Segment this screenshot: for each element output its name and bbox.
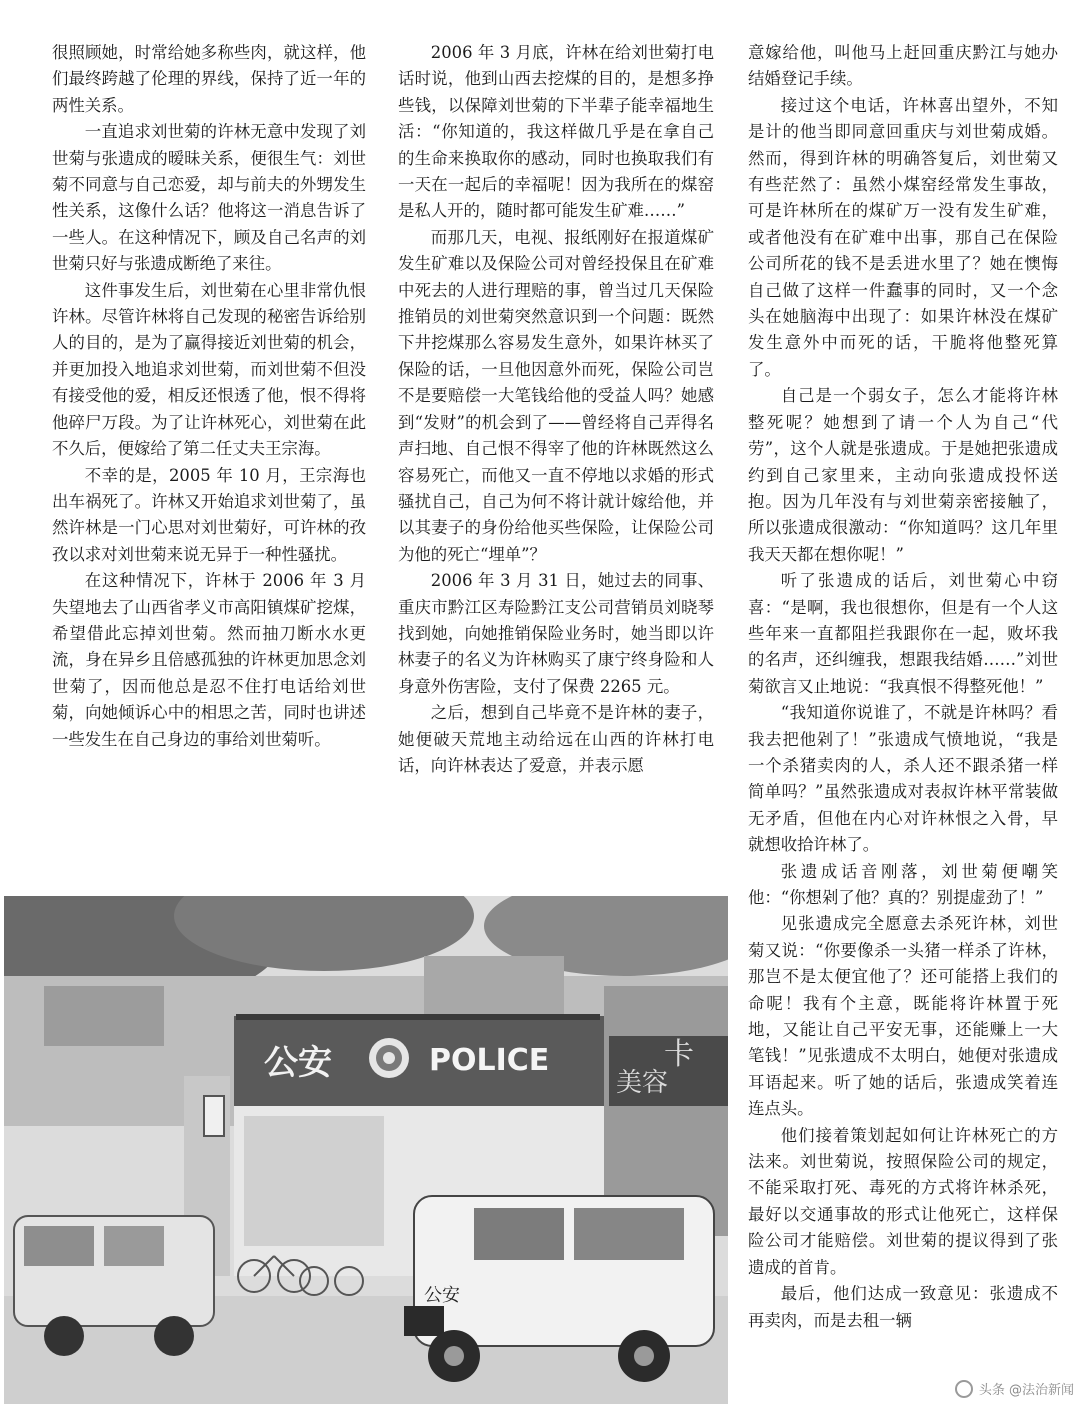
paragraph: 之后，想到自己毕竟不是许林的妻子，她便破天荒地主动给远在山西的许林打电话，向许林表达了爱意，并表示愿 [398, 703, 714, 775]
paragraph: 2006 年 3 月 31 日，她过去的同事、重庆市黔江区寿险黔江支公司营销员刘晓琴找到她，向她推销保险业务时，她当即以许林妻子的名义为许林购买了康宁终身险和人身意外伤害险，支付了保费 2265 元。 [398, 571, 714, 696]
paragraph: 接过这个电话，许林喜出望外，不知是计的他当即同意回重庆与刘世菊成婚。然而，得到许林的明确答复后，刘世菊又有些茫然了：虽然小煤窑经常发生事故，可是许林所在的煤矿万一没有发生矿难，或者他没有在矿难中出事，那自己在保险公司所花的钱不是丢进水里了？她在懊悔自己做了这样一件蠢事的同时，又一个念头在她脑海中出现了：如果许林没在煤矿发生意外中而死的话，干脆将他整死算了。 [748, 95, 1058, 379]
text-column-3 [748, 40, 1058, 1334]
paragraph: 不幸的是，2005 年 10 月，王宗海也出车祸死了。许林又开始追求刘世菊了，虽然许林是一门心思对刘世菊好，可许林的孜孜以求对刘世菊来说无异于一种性骚扰。 [52, 465, 366, 564]
paragraph: 很照顾她，时常给她多称些肉，就这样，他们最终跨越了伦理的界线，保持了近一年的两性关系。 [52, 43, 366, 115]
police-station-photo [4, 896, 728, 1404]
van-marking-text: 公安 [424, 1285, 460, 1306]
paragraph: 意嫁给他，叫他马上赶回重庆黔江与她办结婚登记手续。 [748, 43, 1058, 89]
toutiao-logo-icon [955, 1380, 973, 1398]
police-emblem-icon [369, 1038, 409, 1078]
sign-english-text: POLICE [429, 1043, 550, 1078]
paragraph: 张遗成话音刚落，刘世菊便嘲笑他：“你想剁了他？真的？别提虚劲了！” [748, 861, 1058, 907]
sign-chinese-text: 公安 [264, 1043, 332, 1083]
watermark-text: 头条 @法治新闻 [978, 1383, 1074, 1398]
paragraph: 他们接着策划起如何让许林死亡的方法来。刘世菊说，按照保险公司的规定，不能采取打死、毒死的方式将许林杀死，最好以交通事故的形式让他死亡，这样保险公司才能赔偿。刘世菊的提议得到了张遗成的首肯。 [748, 1125, 1058, 1277]
paragraph: 自己是一个弱女子，怎么才能将许林整死呢？她想到了请一个人为自己“代劳”，这个人就是张遗成。于是她把张遗成约到自己家里来，主动向张遗成投怀送抱。因为几年没有与刘世菊亲密接触了，所以张遗成很激动：“你知道吗？这几年里我天天都在想你呢！” [748, 386, 1058, 564]
text-column-2 [398, 40, 714, 779]
paragraph: 而那几天，电视、报纸刚好在报道煤矿发生矿难以及保险公司对曾经投保且在矿难中死去的人进行理赔的事，曾当过几天保险推销员的刘世菊突然意识到一个问题：既然下井挖煤那么容易发生意外，如果许林买了保险的话，一旦他因意外而死，保险公司岂不是要赔偿一大笔钱给他的受益人吗？她感到“发财”的机会到了——曾经将自己弄得名声扫地、自己恨不得宰了他的许林既然这么容易死亡，而他又一直不停地以求婚的形式骚扰自己，自己为何不将计就计嫁给他，并以其妻子的身份给他买些保险，让保险公司为他的死亡“埋单”？ [398, 227, 714, 564]
paragraph: “我知道你说谁了，不就是许林吗？看我去把他剁了！”张遗成气愤地说，“我是一个杀猪卖肉的人，杀人还不跟杀猪一样简单吗？”虽然张遗成对表叔许林平常装做无矛盾，但他在内心对许林恨之入骨，早就想收拾许林了。 [748, 703, 1058, 855]
paragraph: 一直追求刘世菊的许林无意中发现了刘世菊与张遗成的暧昧关系，便很生气：刘世菊不同意与自己恋爱，却与前夫的外甥发生性关系，这像什么话？他将这一消息告诉了一些人。在这种情况下，顾及自己名声的刘世菊只好与张遗成断绝了来往。 [52, 122, 366, 274]
paragraph: 2006 年 3 月底，许林在给刘世菊打电话时说，他到山西去挖煤的目的，是想多挣些钱，以保障刘世菊的下半辈子能幸福地生活：“你知道的，我这样做几乎是在拿自己的生命来换取你的感动，同时也换取我们有一天在一起后的幸福呢！因为我所在的煤窑是私人开的，随时都可能发生矿难……” [398, 43, 714, 221]
paragraph: 见张遗成完全愿意去杀死许林，刘世菊又说：“你要像杀一头猪一样杀了许林，那岂不是太便宜他了？还可能搭上我们的命呢！我有个主意，既能将许林置于死地，又能让自己平安无事，还能赚上一大笔钱！”见张遗成不太明白，她便对张遗成耳语起来。听了她的话后，张遗成笑着连连点头。 [748, 914, 1058, 1119]
paragraph: 这件事发生后，刘世菊在心里非常仇恨许林。尽管许林将自己发现的秘密告诉给别人的目的，是为了赢得接近刘世菊的机会，并更加投入地追求刘世菊，而刘世菊不但没有接受他的爱，相反还恨透了他，恨不得将他碎尸万段。为了让许林死心，刘世菊在此不久后，便嫁给了第二任丈夫王宗海。 [52, 280, 366, 459]
shop-sign-partial-text: 卡 [664, 1037, 694, 1072]
paragraph: 听了张遗成的话后，刘世菊心中窃喜：“是啊，我也很想你，但是有一个人这些年来一直都阻拦我跟你在一起，败坏我的名声，还纠缠我，想跟我结婚……”刘世菊欲言又止地说：“我真恨不得整死他！” [748, 571, 1058, 696]
paragraph: 在这种情况下，许林于 2006 年 3 月失望地去了山西省孝义市高阳镇煤矿挖煤，希望借此忘掉刘世菊。然而抽刀断水水更流，身在异乡且倍感孤独的许林更加思念刘世菊了，因而他总是忍不住打电话给刘世菊，向她倾诉心中的相思之苦，同时也讲述一些发生在自己身边的事给刘世菊听。 [52, 571, 366, 749]
text-column-1 [52, 40, 366, 753]
watermark [955, 1379, 1074, 1398]
paragraph: 最后，他们达成一致意见：张遗成不再卖肉，而是去租一辆 [748, 1284, 1058, 1330]
shop-sign-text: 美容 [616, 1068, 669, 1098]
